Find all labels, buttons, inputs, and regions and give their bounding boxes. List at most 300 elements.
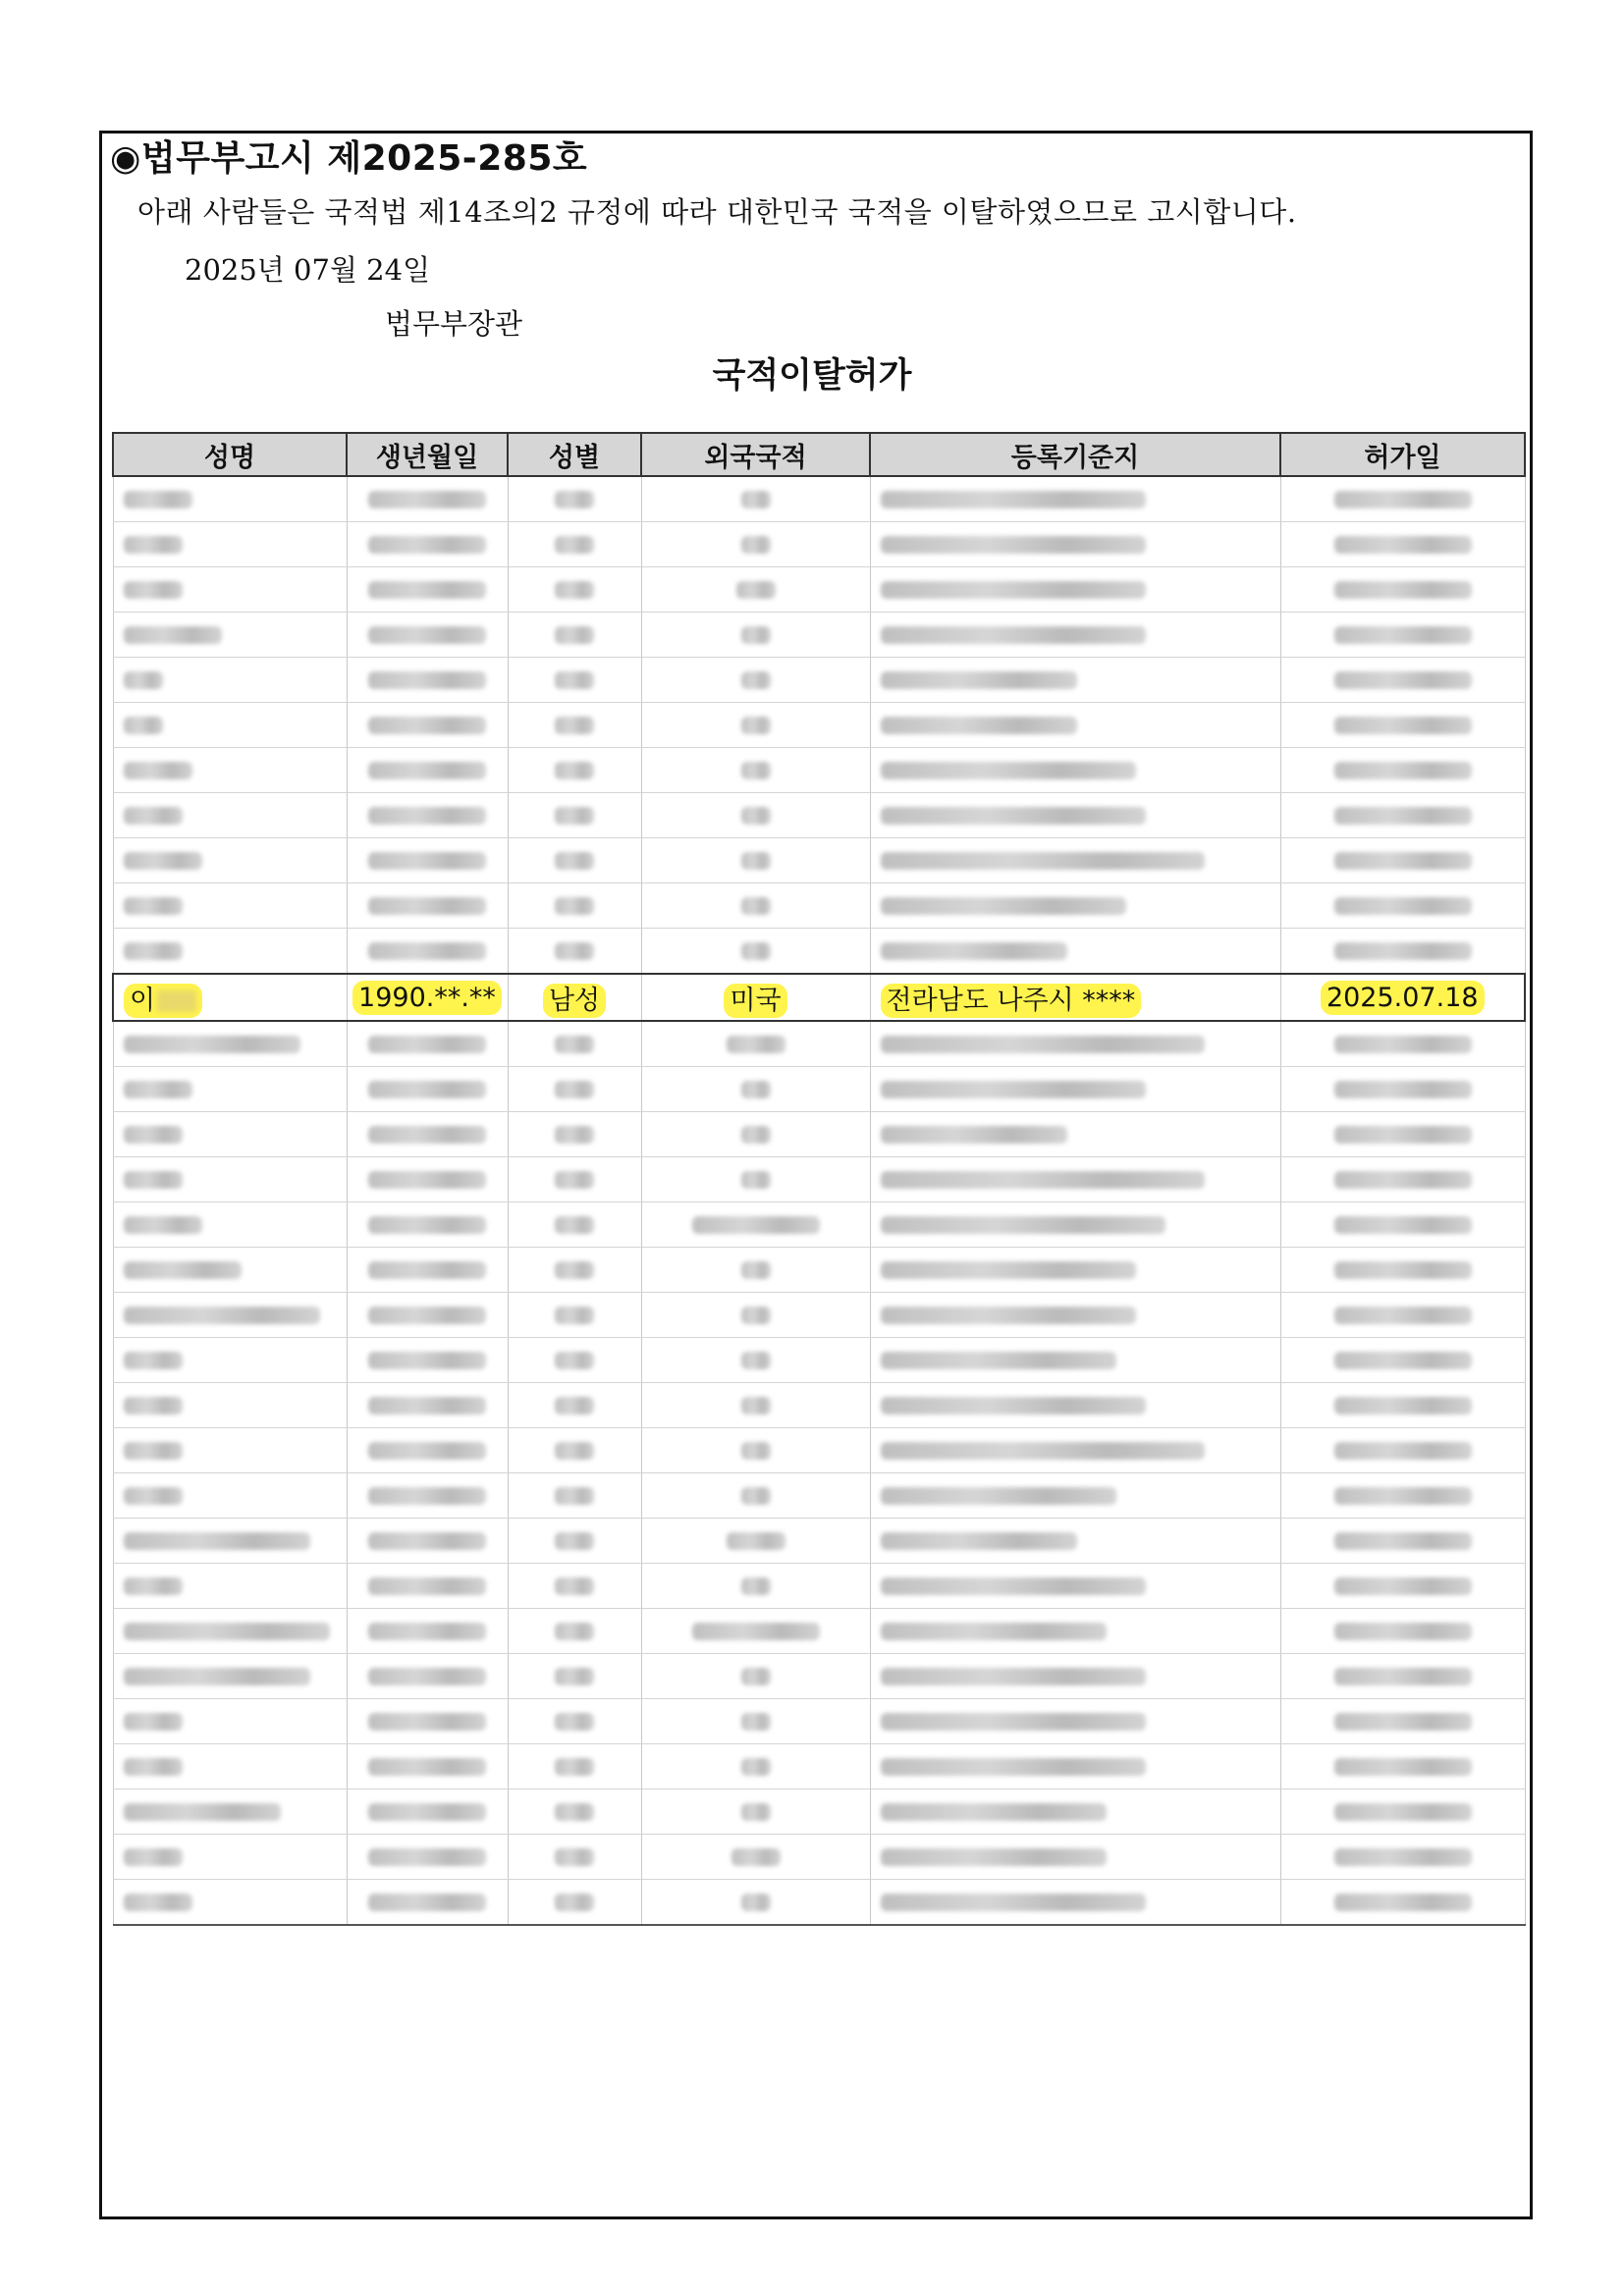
column-header-birthdate: 생년월일 (347, 433, 508, 476)
redacted-text (741, 491, 771, 508)
redacted-text (692, 1623, 820, 1640)
cell-gender (508, 1654, 641, 1699)
cell-name (113, 1383, 347, 1428)
cell-birth (347, 1338, 508, 1383)
highlighted-name: 이 (124, 984, 202, 1018)
redacted-text (1334, 1848, 1472, 1866)
cell-date (1280, 1789, 1525, 1835)
redacted-text (741, 1668, 771, 1685)
cell-name (113, 1112, 347, 1157)
redacted-text (881, 1081, 1146, 1098)
cell-birth (347, 658, 508, 703)
redacted-text (555, 1668, 594, 1685)
cell-registry (870, 1880, 1280, 1926)
cell-date (1280, 1835, 1525, 1880)
cell-date (1280, 1248, 1525, 1293)
redacted-text (1334, 762, 1472, 779)
redacted-text (881, 1577, 1146, 1595)
redacted-text (1334, 1261, 1472, 1279)
cell-gender (508, 1202, 641, 1248)
cell-date (1280, 838, 1525, 883)
redacted-text (1334, 1668, 1472, 1685)
cell-name (113, 567, 347, 613)
cell-gender (508, 1248, 641, 1293)
table-row (113, 1067, 1525, 1112)
cell-registry (870, 658, 1280, 703)
cell-gender (508, 974, 641, 1021)
redacted-text (555, 1171, 594, 1189)
cell-gender (508, 1112, 641, 1157)
cell-date (1280, 1021, 1525, 1067)
cell-gender (508, 658, 641, 703)
cell-birth (347, 1428, 508, 1473)
redacted-text (124, 1307, 320, 1324)
cell-date (1280, 1473, 1525, 1519)
notice-date: 2025년 07월 24일 (185, 253, 431, 287)
cell-nationality (641, 1383, 870, 1428)
cell-nationality (641, 1564, 870, 1609)
redacted-text (736, 581, 776, 599)
table-row (113, 1789, 1525, 1835)
redacted-text (368, 942, 486, 960)
table-row (113, 1609, 1525, 1654)
redacted-text (881, 1216, 1165, 1234)
cell-name (113, 1564, 347, 1609)
redacted-text (368, 491, 486, 508)
cell-registry (870, 929, 1280, 975)
cell-registry (870, 1609, 1280, 1654)
table-row (113, 1428, 1525, 1473)
cell-nationality (641, 1157, 870, 1202)
redacted-text (881, 717, 1077, 734)
cell-nationality (641, 1789, 870, 1835)
cell-gender (508, 1835, 641, 1880)
cell-gender (508, 1609, 641, 1654)
cell-name (113, 1609, 347, 1654)
cell-registry (870, 1789, 1280, 1835)
cell-date (1280, 1744, 1525, 1789)
cell-gender (508, 1293, 641, 1338)
table-row (113, 1021, 1525, 1067)
cell-birth (347, 613, 508, 658)
redacted-text (124, 1216, 202, 1234)
cell-birth (347, 1157, 508, 1202)
redacted-text (1334, 807, 1472, 825)
cell-birth (347, 1519, 508, 1564)
table-row (113, 1880, 1525, 1926)
redacted-text (368, 1623, 486, 1640)
cell-gender (508, 929, 641, 975)
cell-name (113, 838, 347, 883)
cell-name (113, 1699, 347, 1744)
cell-date (1280, 476, 1525, 522)
cell-date (1280, 883, 1525, 929)
redacted-text (555, 1758, 594, 1776)
cell-nationality (641, 883, 870, 929)
redacted-text (555, 1848, 594, 1866)
cell-nationality (641, 1293, 870, 1338)
redacted-text (1334, 852, 1472, 870)
cell-date (1280, 1654, 1525, 1699)
redacted-text (368, 762, 486, 779)
cell-birth (347, 1835, 508, 1880)
redacted-text (1334, 1894, 1472, 1911)
column-header-nationality: 외국국적 (641, 433, 870, 476)
cell-registry (870, 1699, 1280, 1744)
redacted-text (741, 1487, 771, 1505)
redacted-text (368, 1487, 486, 1505)
redacted-text (741, 1261, 771, 1279)
redacted-text (1334, 1081, 1472, 1098)
redacted-text (1334, 1216, 1472, 1234)
cell-gender (508, 1880, 641, 1926)
notice-body: 아래 사람들은 국적법 제14조의2 규정에 따라 대한민국 국적을 이탈하였으므로 고시합니다. (137, 195, 1297, 229)
redacted-text (1334, 1803, 1472, 1821)
redacted-text (555, 1894, 594, 1911)
table-row (113, 1338, 1525, 1383)
table-title: 국적이탈허가 (712, 356, 912, 396)
redacted-text (555, 1713, 594, 1731)
cell-name (113, 522, 347, 567)
cell-date (1280, 1202, 1525, 1248)
table-row (113, 1112, 1525, 1157)
cell-registry (870, 1112, 1280, 1157)
cell-birth (347, 1654, 508, 1699)
cell-gender (508, 838, 641, 883)
cell-registry (870, 1157, 1280, 1202)
redacted-text (368, 536, 486, 554)
cell-date (1280, 1564, 1525, 1609)
cell-registry (870, 1067, 1280, 1112)
redacted-text (741, 1081, 771, 1098)
cell-name (113, 1428, 347, 1473)
cell-nationality (641, 1519, 870, 1564)
cell-name (113, 748, 347, 793)
redacted-text (1334, 717, 1472, 734)
notice-title: ◉법무부고시 제2025-285호 (110, 138, 588, 179)
cell-registry (870, 1338, 1280, 1383)
cell-name (113, 793, 347, 838)
redacted-text (741, 942, 771, 960)
redacted-text (555, 491, 594, 508)
cell-birth (347, 703, 508, 748)
cell-birth (347, 838, 508, 883)
cell-nationality (641, 1021, 870, 1067)
redacted-text (741, 1171, 771, 1189)
cell-gender (508, 793, 641, 838)
cell-registry (870, 1248, 1280, 1293)
redacted-text (881, 1171, 1205, 1189)
redacted-text (741, 1126, 771, 1144)
redacted-text (1334, 1126, 1472, 1144)
cell-name (113, 1338, 347, 1383)
cell-registry (870, 1564, 1280, 1609)
cell-date (1280, 1112, 1525, 1157)
cell-name (113, 1519, 347, 1564)
cell-gender (508, 1338, 641, 1383)
cell-date (1280, 1428, 1525, 1473)
redacted-text (881, 1894, 1146, 1911)
table-row (113, 748, 1525, 793)
cell-nationality (641, 1338, 870, 1383)
redacted-text (368, 1894, 486, 1911)
table-row (113, 658, 1525, 703)
redacted-text (881, 1803, 1107, 1821)
redacted-text (124, 1623, 330, 1640)
cell-birth (347, 1789, 508, 1835)
column-header-registry: 등록기준지 (870, 433, 1280, 476)
cell-nationality (641, 658, 870, 703)
cell-gender (508, 567, 641, 613)
redacted-text (555, 1442, 594, 1460)
cell-name (113, 1021, 347, 1067)
redacted-text (368, 1397, 486, 1415)
cell-date (1280, 1293, 1525, 1338)
cell-registry (870, 974, 1280, 1021)
cell-date (1280, 1067, 1525, 1112)
cell-date (1280, 1338, 1525, 1383)
redacted-text (555, 1036, 594, 1053)
cell-birth (347, 1248, 508, 1293)
cell-date (1280, 1880, 1525, 1926)
redacted-text (881, 581, 1146, 599)
cell-nationality (641, 1428, 870, 1473)
redacted-text (368, 1803, 486, 1821)
redacted-text (368, 1126, 486, 1144)
column-header-name: 성명 (113, 433, 347, 476)
redacted-text (124, 1261, 242, 1279)
cell-date (1280, 658, 1525, 703)
redacted-text (368, 1081, 486, 1098)
redacted-text (881, 1532, 1077, 1550)
cell-gender (508, 1519, 641, 1564)
redacted-text (124, 1894, 192, 1911)
redacted-text (368, 1848, 486, 1866)
cell-gender (508, 1021, 641, 1067)
redacted-text (741, 1894, 771, 1911)
cell-nationality (641, 522, 870, 567)
cell-name (113, 883, 347, 929)
redacted-text (124, 1848, 183, 1866)
redacted-text (124, 1577, 183, 1595)
redacted-text (555, 717, 594, 734)
table-row (113, 1473, 1525, 1519)
cell-birth (347, 1293, 508, 1338)
cell-nationality (641, 1248, 870, 1293)
cell-date (1280, 974, 1525, 1021)
redacted-text (1334, 1758, 1472, 1776)
cell-birth (347, 1067, 508, 1112)
renunciation-table (112, 432, 1524, 1926)
cell-registry (870, 1021, 1280, 1067)
cell-nationality (641, 1067, 870, 1112)
redacted-text (368, 1261, 486, 1279)
cell-birth (347, 522, 508, 567)
cell-gender (508, 1067, 641, 1112)
redacted-text (124, 1397, 183, 1415)
redacted-text (555, 1487, 594, 1505)
cell-registry (870, 1654, 1280, 1699)
cell-birth (347, 1202, 508, 1248)
cell-nationality (641, 613, 870, 658)
redacted-text (555, 536, 594, 554)
redacted-text (1334, 626, 1472, 644)
cell-registry (870, 703, 1280, 748)
redacted-text (1334, 1623, 1472, 1640)
redacted-text (124, 807, 183, 825)
table-row (113, 793, 1525, 838)
table-row-highlighted (113, 974, 1525, 1021)
redacted-text (124, 897, 183, 915)
redacted-text (741, 536, 771, 554)
redacted-text (741, 1397, 771, 1415)
redacted-text (368, 1668, 486, 1685)
redacted-text (368, 671, 486, 689)
redacted-text (124, 1126, 183, 1144)
redacted-text (741, 1803, 771, 1821)
redacted-text (741, 762, 771, 779)
redacted-text (555, 762, 594, 779)
redacted-text (124, 626, 222, 644)
redacted-text (124, 1352, 183, 1369)
redacted-text (741, 1442, 771, 1460)
redacted-text (1334, 1036, 1472, 1053)
cell-gender (508, 1383, 641, 1428)
redacted-text (555, 1577, 594, 1595)
redacted-text (368, 626, 486, 644)
redacted-text (368, 1036, 486, 1053)
table-row (113, 1157, 1525, 1202)
redacted-text (368, 1758, 486, 1776)
cell-name (113, 1473, 347, 1519)
cell-nationality (641, 703, 870, 748)
table-row (113, 522, 1525, 567)
cell-gender (508, 476, 641, 522)
cell-nationality (641, 1473, 870, 1519)
cell-name (113, 1835, 347, 1880)
cell-registry (870, 613, 1280, 658)
redacted-text (741, 671, 771, 689)
cell-name (113, 703, 347, 748)
cell-birth (347, 793, 508, 838)
cell-nationality (641, 567, 870, 613)
redacted-text (741, 897, 771, 915)
redacted-text (1334, 1171, 1472, 1189)
cell-nationality (641, 838, 870, 883)
cell-birth (347, 1564, 508, 1609)
redacted-text (881, 1758, 1146, 1776)
notice-signer: 법무부장관 (385, 307, 523, 341)
cell-name (113, 974, 347, 1021)
cell-registry (870, 793, 1280, 838)
cell-registry (870, 883, 1280, 929)
cell-name (113, 613, 347, 658)
cell-nationality (641, 1654, 870, 1699)
cell-registry (870, 476, 1280, 522)
table-row (113, 613, 1525, 658)
table-row (113, 1835, 1525, 1880)
redacted-text (881, 1668, 1146, 1685)
redacted-text (555, 1126, 594, 1144)
redacted-text (741, 807, 771, 825)
table-row (113, 703, 1525, 748)
table-row (113, 1248, 1525, 1293)
column-header-permit-date: 허가일 (1280, 433, 1525, 476)
redacted-text (368, 852, 486, 870)
redacted-text (555, 1623, 594, 1640)
table-row (113, 1383, 1525, 1428)
redacted-text (555, 1081, 594, 1098)
cell-name (113, 1202, 347, 1248)
redacted-text (124, 671, 163, 689)
redacted-text (741, 1758, 771, 1776)
cell-birth (347, 974, 508, 1021)
redacted-text (881, 1848, 1107, 1866)
highlighted-birth: 1990.**.** (352, 981, 502, 1015)
redacted-text (157, 990, 196, 1012)
cell-name (113, 1880, 347, 1926)
cell-birth (347, 1473, 508, 1519)
cell-birth (347, 1699, 508, 1744)
redacted-text (881, 1397, 1146, 1415)
cell-registry (870, 567, 1280, 613)
redacted-text (881, 536, 1146, 554)
highlighted-registry: 전라남도 나주시 **** (881, 984, 1142, 1018)
table-row (113, 1744, 1525, 1789)
redacted-text (555, 1803, 594, 1821)
cell-nationality (641, 1835, 870, 1880)
redacted-text (881, 1261, 1136, 1279)
redacted-text (741, 1352, 771, 1369)
redacted-text (741, 852, 771, 870)
cell-birth (347, 1880, 508, 1926)
table-row (113, 929, 1525, 975)
cell-registry (870, 1835, 1280, 1880)
redacted-text (692, 1216, 820, 1234)
redacted-text (881, 1487, 1116, 1505)
table-row (113, 1654, 1525, 1699)
table-row (113, 838, 1525, 883)
table-row (113, 567, 1525, 613)
redacted-text (881, 1352, 1116, 1369)
cell-nationality (641, 476, 870, 522)
cell-birth (347, 748, 508, 793)
redacted-text (741, 626, 771, 644)
redacted-text (124, 1758, 183, 1776)
cell-name (113, 1067, 347, 1112)
cell-date (1280, 1383, 1525, 1428)
redacted-text (1334, 491, 1472, 508)
redacted-text (124, 536, 183, 554)
cell-birth (347, 1021, 508, 1067)
cell-date (1280, 793, 1525, 838)
cell-gender (508, 1428, 641, 1473)
redacted-text (368, 1171, 486, 1189)
redacted-text (555, 807, 594, 825)
redacted-text (124, 942, 183, 960)
redacted-text (368, 1532, 486, 1550)
redacted-text (368, 1216, 486, 1234)
cell-nationality (641, 1744, 870, 1789)
redacted-text (124, 1171, 183, 1189)
redacted-text (368, 1577, 486, 1595)
redacted-text (368, 897, 486, 915)
redacted-text (1334, 897, 1472, 915)
table-row (113, 1202, 1525, 1248)
cell-nationality (641, 1609, 870, 1654)
redacted-text (124, 1713, 183, 1731)
redacted-text (741, 1713, 771, 1731)
